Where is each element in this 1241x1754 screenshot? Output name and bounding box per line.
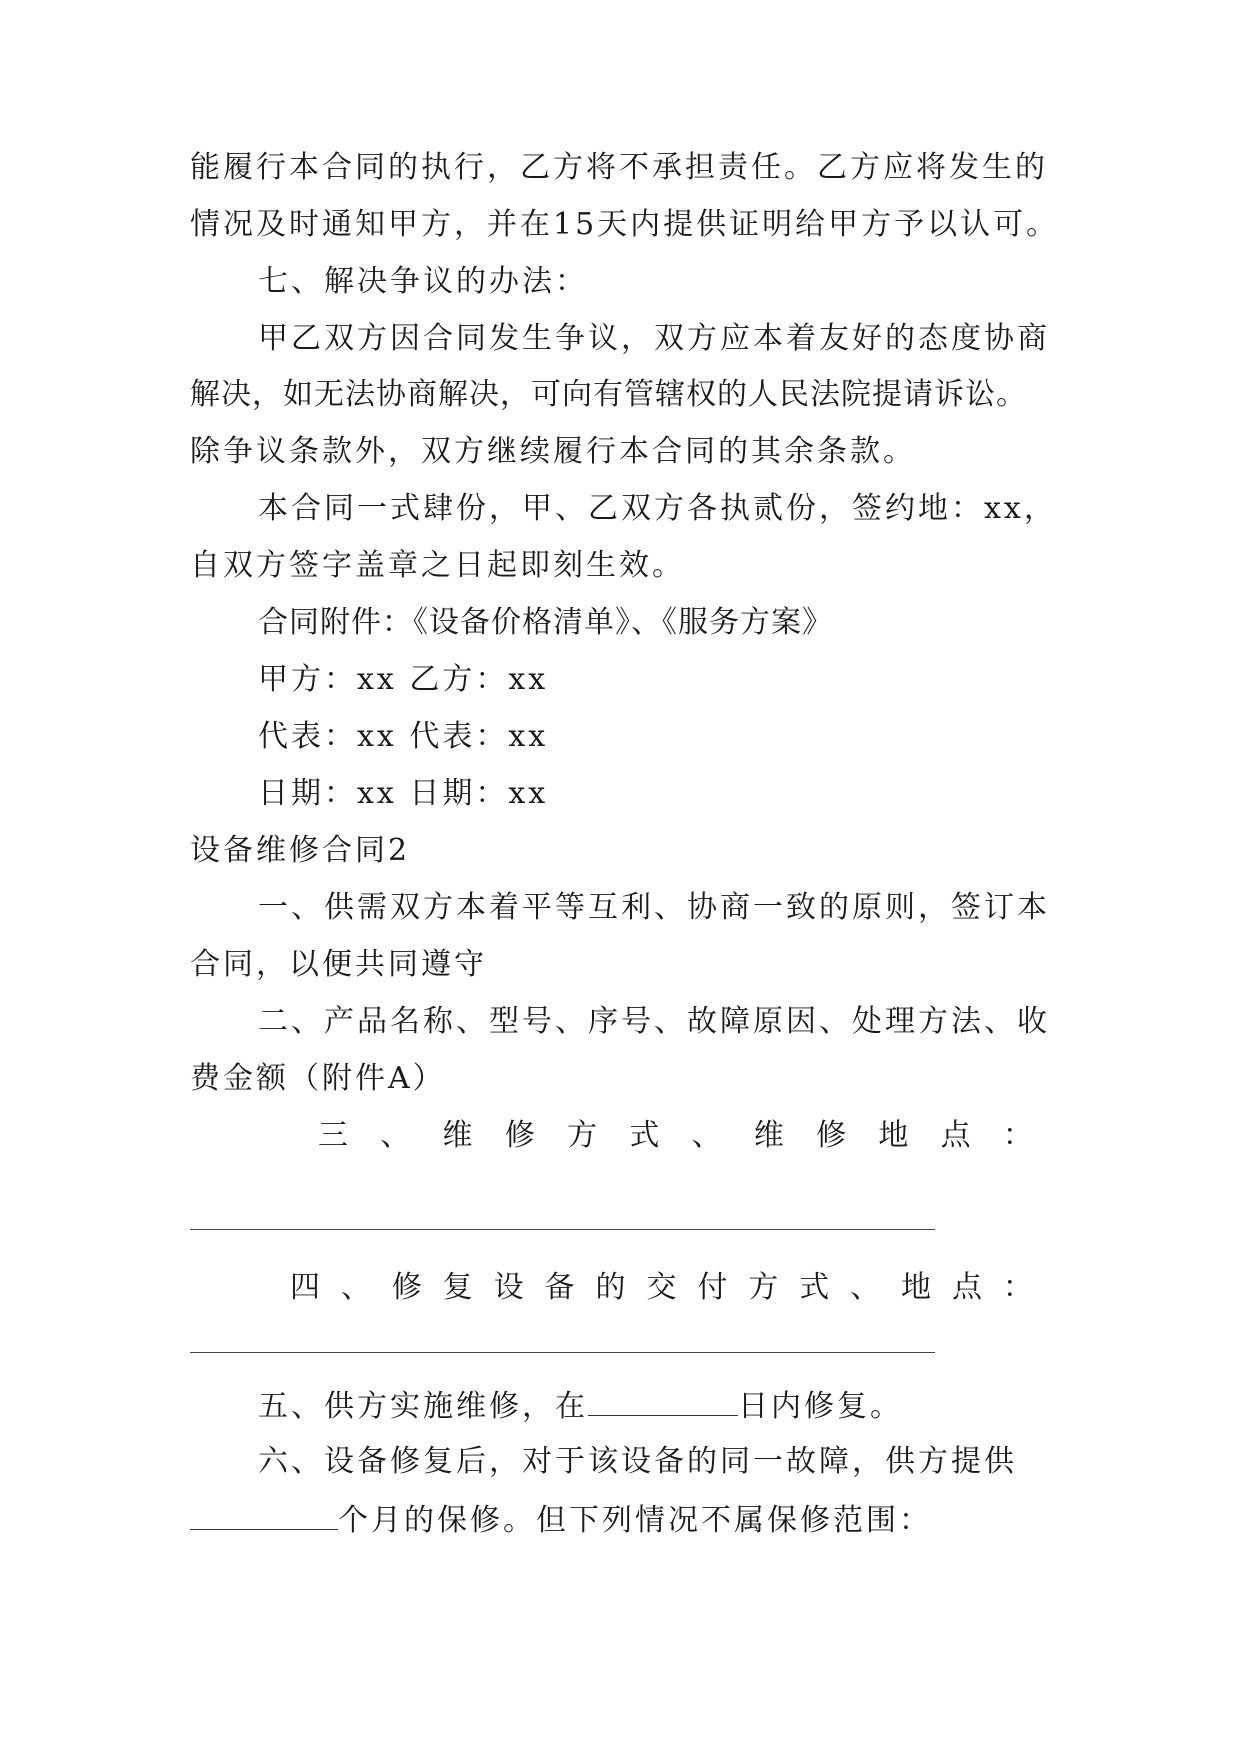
attachments-line: 合同附件：《设备价格清单》、《服务方案》 (258, 605, 833, 640)
paragraph-line-dispute-3: 除争议条款外，双方继续履行本合同的其余条款。 (190, 434, 916, 469)
clause-1-line-1: 一、供需双方本着平等互利、协商一致的原则，签订本 (258, 890, 1050, 925)
clause-2-line-2: 费金额（附件A） (190, 1061, 446, 1096)
clause-4-heading: 四 、 修 复 设 备 的 交 付 方 式 、 地 点 ： (290, 1270, 1033, 1305)
clause-5-line (258, 1385, 1138, 1425)
representative-line: 代表：xx 代表：xx (258, 719, 549, 754)
clause-6-line-1: 六、设备修复后，对于该设备的同一故障，供方提供 (258, 1444, 1017, 1479)
clause-1-line-2: 合同，以便共同遵守 (190, 947, 487, 982)
clause-6-months-blank[interactable] (190, 1499, 338, 1530)
clause-2-line-1: 二、产品名称、型号、序号、故障原因、处理方法、收 (258, 1004, 1050, 1039)
party-line: 甲方：xx 乙方：xx (258, 662, 549, 697)
paragraph-line-2: 情况及时通知甲方，并在15天内提供证明给甲方予以认可。 (190, 207, 1060, 242)
clause-5-text-after: 日内修复。 (738, 1389, 903, 1424)
date-line: 日期：xx 日期：xx (258, 776, 549, 811)
clause-4-blank-rule (190, 1352, 935, 1353)
paragraph-line-copies-2: 自双方签字盖章之日起即刻生效。 (190, 548, 685, 583)
clause-6-line-2 (190, 1499, 1070, 1539)
clause-3-blank-rule (190, 1229, 935, 1230)
clause-5-text-before: 五、供方实施维修，在 (258, 1389, 588, 1424)
clause-5-days-blank[interactable] (588, 1385, 738, 1416)
paragraph-line-copies-1: 本合同一式肆份，甲、乙双方各执贰份，签约地：xx， (258, 491, 1057, 526)
clause-6-text-after: 个月的保修。但下列情况不属保修范围： (338, 1503, 932, 1538)
section-heading-dispute: 七、解决争议的办法： (258, 264, 588, 299)
clause-3-heading: 三 、 维 修 方 式 、 维 修 地 点 ： (318, 1118, 1033, 1153)
paragraph-line-dispute-1: 甲乙双方因合同发生争议，双方应本着友好的态度协商 (258, 321, 1050, 356)
paragraph-line-dispute-2: 解决，如无法协商解决，可向有管辖权的人民法院提请诉讼。 (190, 377, 1027, 412)
paragraph-line-1: 能履行本合同的执行，乙方将不承担责任。乙方应将发生的 (190, 150, 1048, 185)
contract-title-2: 设备维修合同2 (190, 833, 411, 868)
